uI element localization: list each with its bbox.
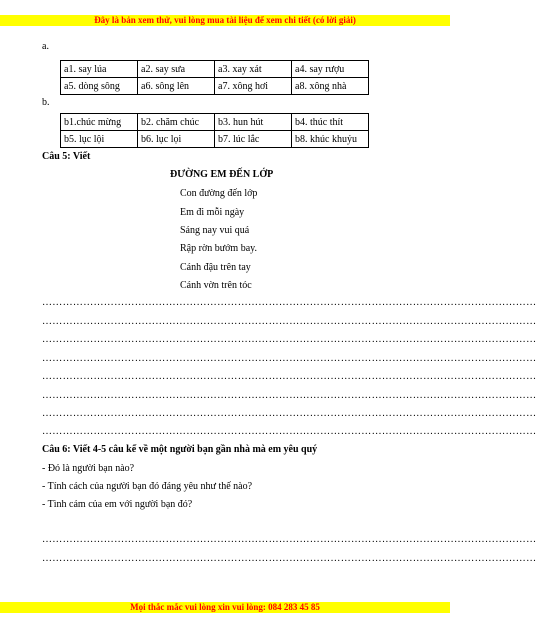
answer-line: ……………………………………………………………………………………………………………………………… bbox=[42, 390, 536, 401]
footer-notice-text: Mọi thắc mắc vui lòng xin vui lòng: 084 283 45 85 bbox=[130, 602, 320, 612]
question-6-prompt: - Đó là người bạn nào? bbox=[42, 463, 135, 474]
answer-line: ……………………………………………………………………………………………………………………………… bbox=[42, 316, 536, 327]
table-cell: b2. chăm chúc bbox=[138, 114, 215, 131]
table-cell: a1. say lúa bbox=[61, 61, 138, 78]
answer-line: ……………………………………………………………………………………………………………………………… bbox=[42, 408, 536, 419]
question-5-label: Câu 5: Viết bbox=[42, 151, 91, 162]
question-6-prompt: - Tính cách của người bạn đó đáng yêu như thế nào? bbox=[42, 481, 253, 492]
table-cell: b7. lúc lắc bbox=[215, 131, 292, 148]
answer-line: ……………………………………………………………………………………………………………………………… bbox=[42, 553, 536, 564]
section-a-label: a. bbox=[42, 41, 49, 52]
poem-title: ĐƯỜNG EM ĐẾN LỚP bbox=[170, 169, 274, 180]
table-cell: a4. say rượu bbox=[292, 61, 369, 78]
question-6-prompt: - Tình cảm của em với người bạn đó? bbox=[42, 499, 193, 510]
header-notice bbox=[0, 15, 450, 26]
footer-notice bbox=[0, 602, 450, 613]
header-notice-text: Đây là bản xem thử, vui lòng mua tài liệu để xem chi tiết (có lời giải) bbox=[94, 15, 356, 25]
answer-line: ……………………………………………………………………………………………………………………………… bbox=[42, 334, 536, 345]
section-b-label: b. bbox=[42, 97, 50, 108]
table-cell: b1.chúc mừng bbox=[61, 114, 138, 131]
table-cell: a5. dòng sông bbox=[61, 78, 138, 95]
answer-line: ……………………………………………………………………………………………………………………………… bbox=[42, 371, 536, 382]
question-6-title: Câu 6: Viết 4-5 câu kể về một người bạn gần nhà mà em yêu quý bbox=[42, 444, 318, 455]
poem-line: Con đường đến lớp bbox=[180, 188, 258, 199]
poem-line: Cánh đậu trên tay bbox=[180, 262, 251, 273]
poem-line: Em đi mỗi ngày bbox=[180, 207, 245, 218]
table-cell: b5. lục lội bbox=[61, 131, 138, 148]
table-b bbox=[60, 113, 369, 148]
answer-line: ……………………………………………………………………………………………………………………………… bbox=[42, 426, 536, 437]
table-cell: a3. xay xát bbox=[215, 61, 292, 78]
poem-line: Cánh vờn trên tóc bbox=[180, 280, 252, 291]
poem-line: Sáng nay vui quá bbox=[180, 225, 250, 236]
answer-line: ……………………………………………………………………………………………………………………………… bbox=[42, 353, 536, 364]
table-row bbox=[61, 61, 369, 78]
table-row bbox=[61, 78, 369, 95]
table-cell: a6. sông lên bbox=[138, 78, 215, 95]
table-cell: a8. xông nhà bbox=[292, 78, 369, 95]
table-row bbox=[61, 131, 369, 148]
table-row bbox=[61, 114, 369, 131]
answer-line: ……………………………………………………………………………………………………………………………… bbox=[42, 534, 536, 545]
poem-line: Rập rờn bướm bay. bbox=[180, 243, 258, 254]
table-cell: b8. khúc khuỷu bbox=[292, 131, 369, 148]
answer-line: ……………………………………………………………………………………………………………………………… bbox=[42, 297, 536, 308]
table-cell: b3. hun hút bbox=[215, 114, 292, 131]
table-cell: b6. lục lọi bbox=[138, 131, 215, 148]
table-cell: a2. say sưa bbox=[138, 61, 215, 78]
table-cell: b4. thúc thít bbox=[292, 114, 369, 131]
table-cell: a7. xông hơi bbox=[215, 78, 292, 95]
table-a bbox=[60, 60, 369, 95]
